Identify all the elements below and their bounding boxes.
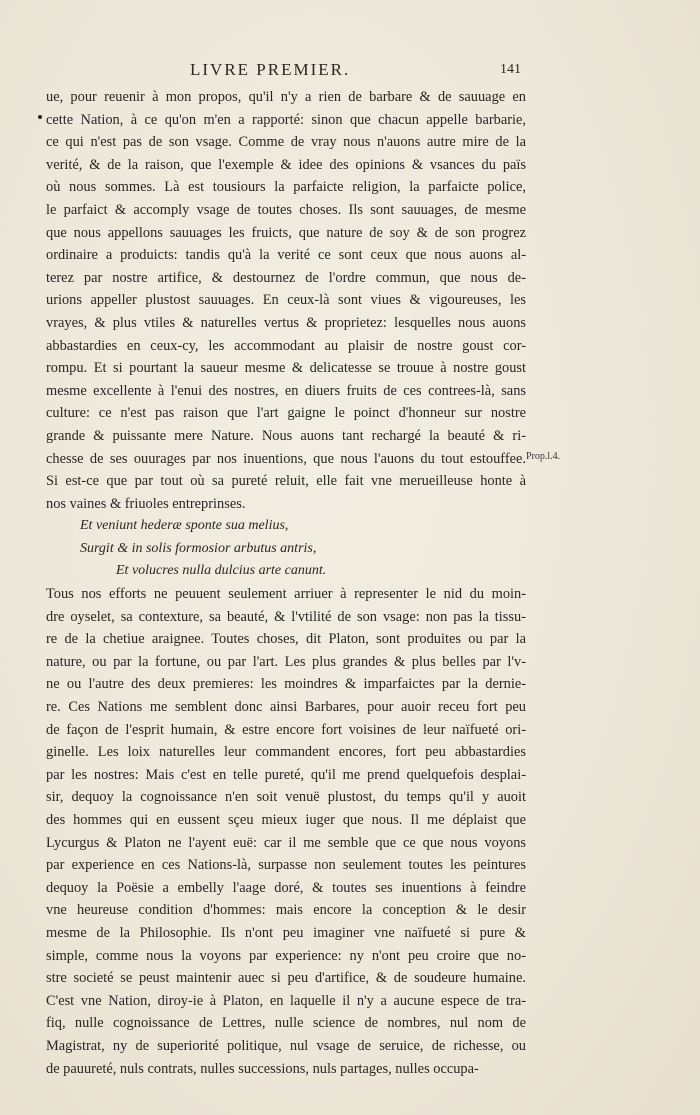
text-line: Lycurgus & Platon ne l'ayent euë: car il me semble que ce que nous voyons [46,834,526,851]
text-line: culture: ce n'est pas raison que l'art gaigne le poinct d'honneur sur nostre [46,405,526,422]
text-line: dequoy la Poësie a embelly l'aage doré, & toutes ses inuentions à feindre [46,879,526,896]
text-line: sir, dequoy la cognoissance n'en soit venuë plustost, du temps qu'il y auoit [46,789,526,806]
text-line: abbastardies en ceux-cy, les accommodant au plaisir de nostre goust cor- [46,337,526,354]
text-line: verité, & de la raison, que l'exemple & idee des opinions & vsances du païs [46,156,526,173]
text-line: Tous nos efforts ne peuuent seulement arriuer à representer le nid du moin- [46,586,526,603]
text-line: nos vaines & friuoles entreprinses. [46,495,246,512]
text-line: Magistrat, ny de superiorité politique, nul vsage de seruice, de richesse, ou [46,1037,526,1054]
text-line: dre oyselet, sa contexture, sa beauté, & l'vtilité de son vsage: non pas la tissu- [46,608,526,625]
text-line: urions appeller plustost sauuages. En ceux-là sont viues & vigoureuses, les [46,292,526,309]
verse-line: Surgit & in solis formosior arbutus antris, [80,540,317,556]
verse-line: Et volucres nulla dulcius arte canunt. [116,563,327,579]
text-line: vrayes, & plus vtiles & naturelles vertus & proprietez: lesquelles nous auons [46,314,526,331]
verse-quotation [46,515,526,583]
running-head: LIVRE PREMIER. [190,60,351,79]
text-line: ginelle. Les loix naturelles leur commandent encores, fort peu abbastardies [46,744,526,761]
text-line: que nous appellons sauuages les fruicts, que nature de soy & de son progrez [46,224,526,241]
text-line: simple, comme nous la voyons par experience: ny n'ont peu croire que no- [46,947,526,964]
text-line: mesme excellente à l'enui des nostres, en diuers fruits de ces contrees-là, sans [46,382,526,399]
text-line: où nous sommes. Là est tousiours la parfaicte religion, la parfaicte police, [46,179,526,196]
text-line: nature, ou par la fortune, ou par l'art. Les plus grandes & plus belles par l'v- [46,653,526,670]
text-line: par experience en ces Nations-là, surpasse non seulement toutes les peintures [46,857,526,874]
text-line: Si est-ce que par tout où sa pureté reluit, elle fait vne merueilleuse honte à [46,473,526,490]
text-line: ue, pour reuenir à mon propos, qu'il n'y a rien de barbare & de sauuage en [46,89,526,105]
page-number: 141 [500,62,521,77]
text-line: grande & puissante mere Nature. Nous auons tant rechargé la beauté & ri- [46,427,526,444]
text-line: ce qui n'est pas de son vsage. Comme de vray nous n'auons autre mire de la [46,134,526,151]
margin-dot [38,115,42,119]
text-line: re de la chetiue araignee. Toutes choses, dit Platon, sont produites ou par la [46,631,526,648]
text-line: des hommes qui en eussent sçeu mieux iuger que nous. Il me déplaist que [46,812,526,828]
page-header [0,60,700,84]
text-line: de façon de l'esprit humain, & estre encore fort voisines de leur naïfueté ori- [46,721,526,738]
text-line: par les nostres: Mais c'est en telle pureté, qu'il me prend quelquefois desplai- [46,766,526,783]
text-line: le parfaict & accomply vsage de toutes choses. Ils sont sauuages, de mesme [46,201,526,218]
text-line: vne heureuse condition d'hommes: mais encore la conception & le desir [46,902,526,919]
text-line: fiq, nulle cognoissance de Lettres, nulle science de nombres, nul nom de [46,1015,526,1032]
text-line: rompu. Et si pourtant la saueur mesme & delicatesse se trouue à nostre goust [46,360,526,377]
body-text [46,86,526,1080]
text-line: stre societé se peust maintenir auec si peu d'artifice, & de soudeure humaine. [46,970,526,987]
paragraph [46,583,526,1080]
margin-note: Prop.l.4. [526,451,561,462]
text-line: ne ou l'autre des deux premieres: les moindres & imparfaictes par la dernie- [46,676,526,693]
paragraph [46,86,526,515]
verse-line: Et veniunt hederæ sponte sua melius, [80,518,289,534]
text-line: mesme de la Philosophie. Ils n'ont peu imaginer vne naïfueté si pure & [46,924,526,941]
text-line: C'est vne Nation, diroy-ie à Platon, en laquelle il n'y a aucune espece de tra- [46,992,526,1009]
text-line: ordinaire a produicts: tandis qu'à la verité ce sont ceux que nous auons al- [46,247,526,264]
text-line: chesse de ses ouurages par nos inuentions, que nous l'auons du tout estouffee. [46,450,526,467]
text-line: cette Nation, à ce qu'on m'en a rapporté: sinon que chacun appelle barbarie, [46,111,526,128]
text-line: de pauureté, nuls contrats, nulles successions, nuls partages, nulles occupa- [46,1060,479,1077]
text-line: re. Ces Nations me semblent donc ainsi Barbares, pour auoir receu fort peu [46,699,526,716]
text-line: terez par nostre artifice, & destournez de l'ordre commun, que nous de- [46,269,526,286]
